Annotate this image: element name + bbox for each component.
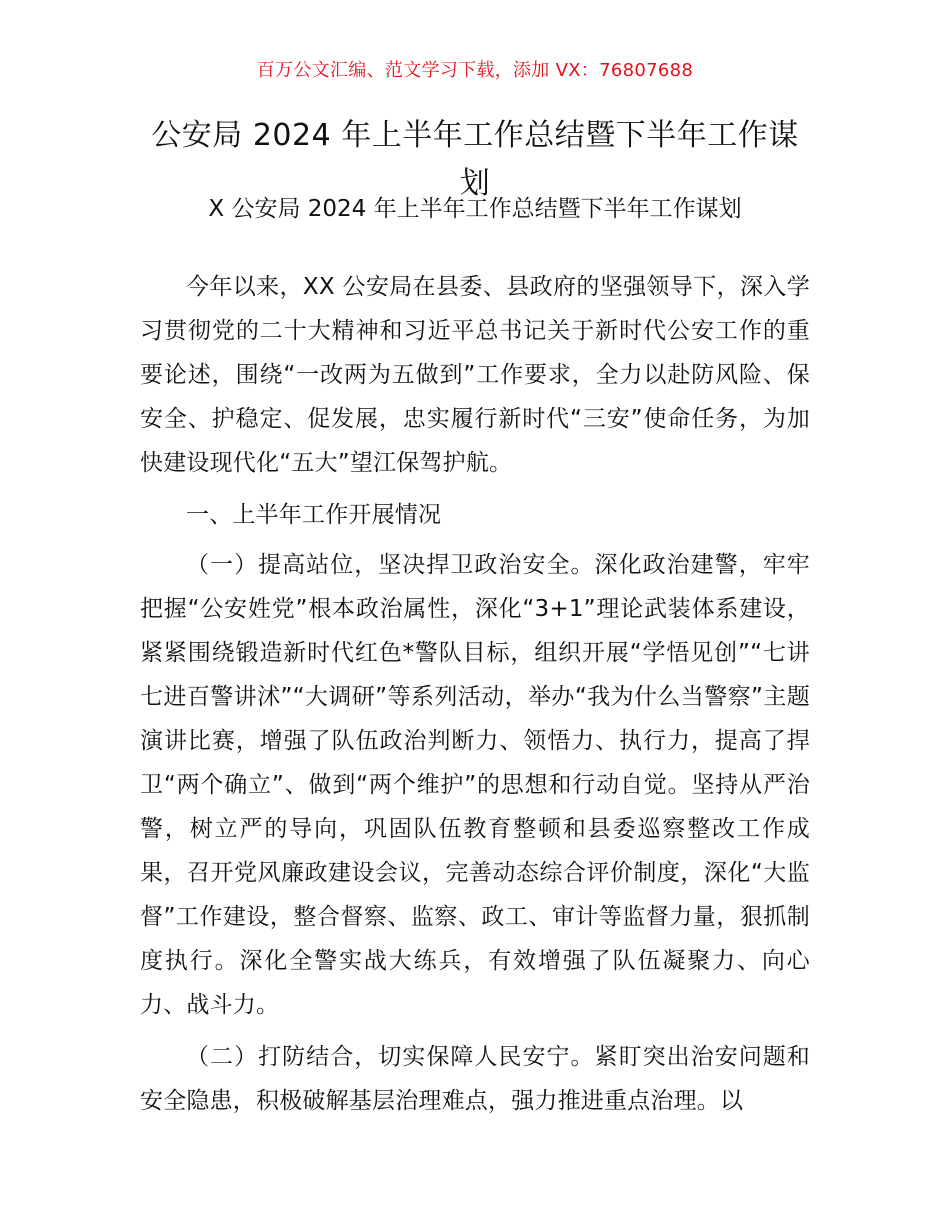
paragraph-intro: 今年以来，XX 公安局在县委、县政府的坚强领导下，深入学习贯彻党的二十大精神和习近平总书记关于新时代公安工作的重要论述，围绕“一改两为五做到”工作要求，全力以赴防风险、保安全、护稳定、促发展，忠实履行新时代“三安”使命任务，为加快建设现代化“五大”望江保驾护航。 — [140, 274, 810, 476]
watermark-header-note: 百万公文汇编、范文学习下载，添加 VX：76807688 — [256, 60, 694, 81]
document-body — [140, 265, 810, 1131]
section-heading: 一、上半年工作开展情况 — [186, 502, 442, 528]
paragraph-political-security: （一）提高站位，坚决捍卫政治安全。深化政治建警，牢牢把握“公安姓党”根本政治属性，深化“3+1”理论武装体系建设，紧紧围绕锻造新时代红色*警队目标，组织开展“学悟见创”“七讲七进百警讲沭”“大调研”等系列活动，举办“我为什么当警察”主题演讲比赛，增强了队伍政治判断力、领悟力、执行力，提高了捍卫“两个确立”、做到“两个维护”的思想和行动自觉。坚持从严治警，树立严的导向，巩固队伍教育整顿和县委巡察整改工作成果，召开党风廉政建设会议，完善动态综合评价制度，深化“大监督”工作建设，整合督察、监察、政工、审计等监督力量，狠抓制度执行。深化全警实战大练兵，有效增强了队伍凝聚力、向心力、战斗力。 — [140, 552, 810, 1018]
document-title: 公安局 2024 年上半年工作总结暨下半年工作谋划 — [151, 118, 799, 201]
paragraph-public-safety: （二）打防结合，切实保障人民安宁。紧盯突出治安问题和安全隐患，积极破解基层治理难点，强力推进重点治理。以 — [140, 1044, 810, 1114]
document-subtitle: X 公安局 2024 年上半年工作总结暨下半年工作谋划 — [208, 196, 742, 222]
